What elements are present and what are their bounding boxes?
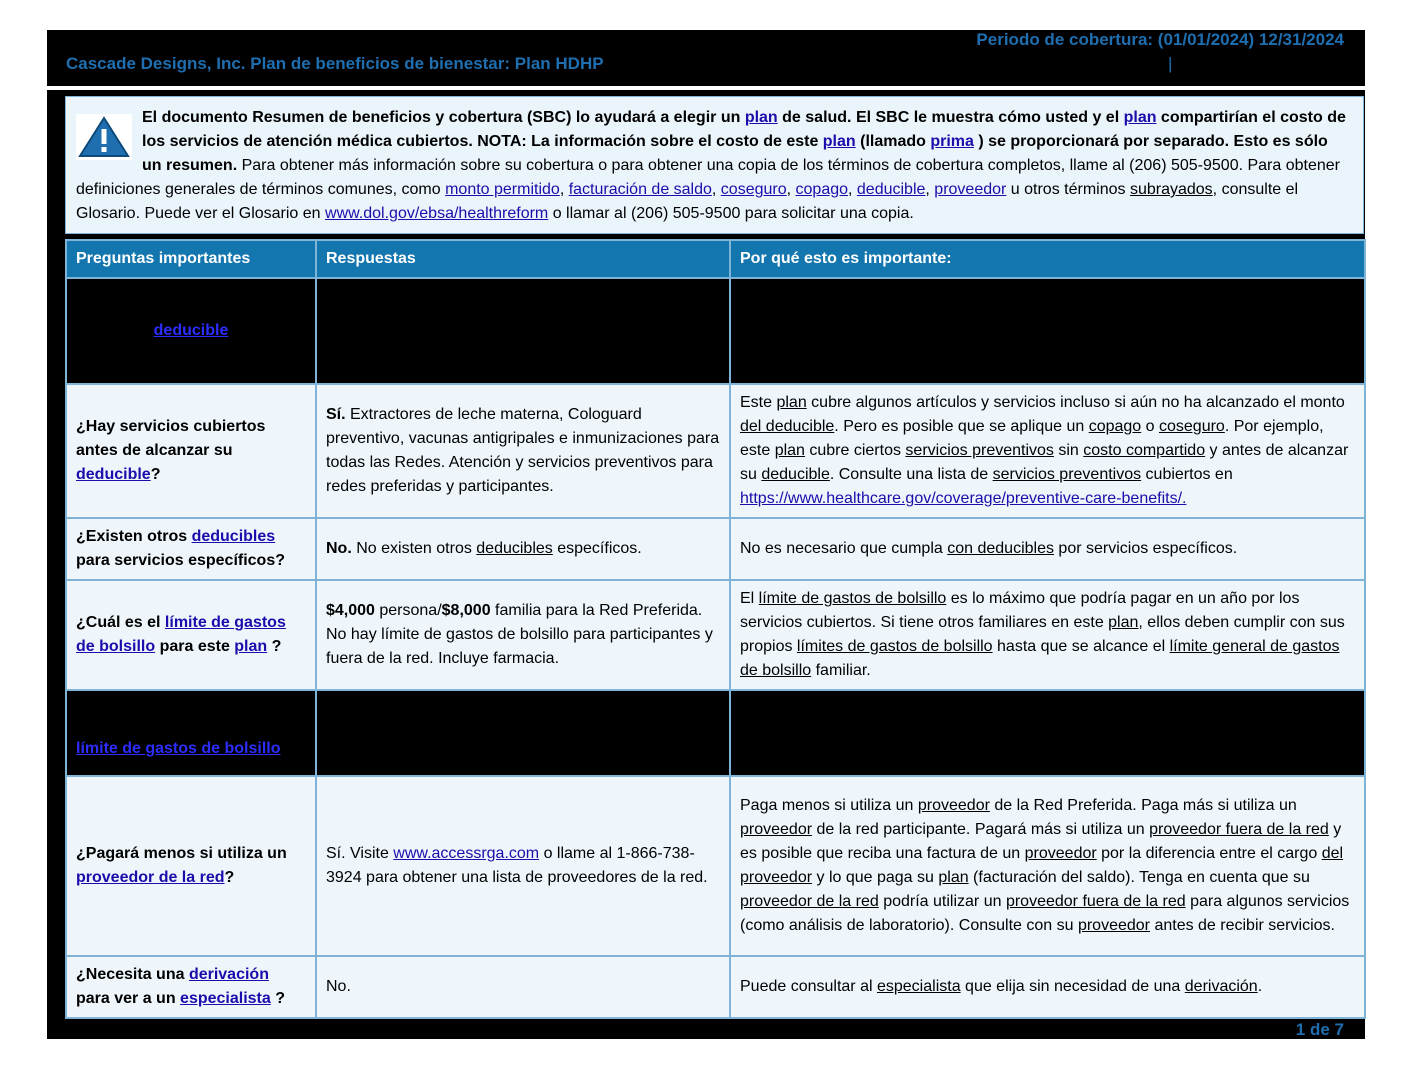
why-cell — [730, 956, 1365, 1018]
coverage-period: Periodo de cobertura: (01/01/2024) 12/31/2024 — [976, 30, 1344, 49]
why-text: antes de recibir servicios. — [1150, 917, 1335, 934]
redacted-why-cell — [730, 278, 1365, 384]
why-text: . Por ejemplo, este — [740, 418, 1324, 459]
table-row — [66, 580, 1365, 690]
term: límite de gastos de bolsillo — [758, 590, 947, 607]
answer-bold: $8,000 — [441, 602, 491, 619]
redacted-question-cell — [66, 278, 316, 384]
table-row — [66, 518, 1365, 580]
benefits-table — [65, 239, 1366, 1019]
term: proveedor — [1077, 917, 1150, 934]
accessrga-link[interactable]: www.accessrga.com — [393, 845, 540, 862]
why-text: de la red participante. Pagará más si utiliza un — [812, 821, 1150, 838]
why-text: Puede consultar al — [740, 978, 877, 995]
why-text: (facturación del saldo). Tenga en cuenta que su — [968, 869, 1310, 886]
question-cell — [66, 518, 316, 580]
preventive-care-url-link[interactable]: https://www.healthcare.gov/coverage/preventive-care-benefits/. — [740, 490, 1187, 507]
question-text: ? — [224, 869, 235, 886]
prima-link[interactable]: prima — [930, 133, 974, 150]
intro-text-1c: compartirían el costo de los servicios de atención médica cubiertos. NOTA: La información sobre el costo de este — [142, 109, 1346, 150]
question-text: ¿Pagará menos si utiliza un — [76, 845, 287, 862]
term: proveedor fuera de la red — [1149, 821, 1329, 838]
why-text: y es posible que reciba una factura de un — [740, 821, 1342, 862]
redacted-answer-cell — [316, 278, 730, 384]
term: plan — [1108, 614, 1139, 631]
why-text: es lo máximo que podría pagar en un año por los servicios cubiertos. Si tiene otros familiares en este — [740, 590, 1300, 631]
question-text: para ver a un — [76, 990, 181, 1007]
plan-link[interactable]: plan — [744, 109, 778, 126]
term: servicios preventivos — [905, 442, 1054, 459]
why-text: . — [1257, 978, 1263, 995]
term: límite general de gastos de bolsillo — [740, 638, 1340, 679]
term: del proveedor — [740, 845, 1344, 886]
why-text: . Pero es posible que se aplique un — [834, 418, 1089, 435]
question-text: ¿Cuál es el — [76, 614, 165, 631]
question-text: ¿Hay servicios cubiertos antes de alcanzar su — [76, 418, 266, 459]
term: proveedor — [740, 821, 813, 838]
answer-bold: $4,000 — [326, 602, 375, 619]
term: proveedor de la red — [740, 893, 879, 910]
why-text: que elija sin necesidad de una — [960, 978, 1185, 995]
question-text: ¿Existen otros — [76, 528, 192, 545]
intro-text-2c: , consulte el Glosario. Puede ver el Glosario en — [76, 181, 1299, 222]
subrayados-term: subrayados — [1129, 181, 1213, 198]
why-text: para algunos servicios (como análisis de laboratorio). Consulte con su — [740, 893, 1350, 934]
oop-limit-link[interactable]: límite de gastos de bolsillo — [76, 740, 281, 757]
network-provider-link[interactable]: proveedor de la red — [76, 869, 225, 886]
proveedor-link[interactable]: proveedor — [934, 181, 1007, 198]
intro-text-1b: de salud. El SBC le muestra cómo usted y el — [777, 109, 1124, 126]
answer-cell — [316, 384, 730, 518]
question-cell — [66, 776, 316, 956]
col-header-questions: Preguntas importantes — [66, 240, 316, 278]
why-text: de la Red Preferida. Paga más si utiliza un — [989, 797, 1297, 814]
page-number: 1 de 7 — [1295, 1020, 1344, 1039]
comma: , — [711, 181, 721, 198]
glossary-url-link[interactable]: www.dol.gov/ebsa/healthreform — [325, 205, 549, 222]
redacted-question-cell — [66, 690, 316, 776]
term: derivación — [1184, 978, 1258, 995]
answer-text: Extractores de leche materna, Cologuard preventivo, vacunas antigripales e inmunizaciones para todas las Redes. Atención y servicios preventivos para redes preferidas y participantes. — [326, 406, 720, 495]
question-text: ¿Necesita una — [76, 966, 189, 983]
plan-link[interactable]: plan — [234, 638, 268, 655]
why-text: sin — [1053, 442, 1084, 459]
term: proveedor fuera de la red — [1005, 893, 1186, 910]
question-cell — [66, 956, 316, 1018]
term: con deducibles — [947, 540, 1054, 557]
question-cell — [66, 580, 316, 690]
plan-title: Cascade Designs, Inc. Plan de beneficios de bienestar: Plan HDHP — [66, 54, 604, 73]
answer-text: No existen otros — [351, 540, 477, 557]
intro-text-1d: (llamado — [855, 133, 931, 150]
question-cell — [66, 384, 316, 518]
answer-text: específicos. — [552, 540, 642, 557]
intro-text-2b: u otros términos — [1006, 181, 1130, 198]
why-text: No es necesario que cumpla — [740, 540, 948, 557]
comma: , — [786, 181, 796, 198]
redacted-why-cell — [730, 690, 1365, 776]
why-text: . Consulte una lista de — [829, 466, 993, 483]
table-row — [66, 278, 1365, 384]
comma: , — [925, 181, 935, 198]
why-text: y antes de alcanzar su — [740, 442, 1349, 483]
answer-bold: Sí. — [326, 406, 346, 423]
answer-text: persona/ — [374, 602, 442, 619]
redacted-answer-cell — [316, 690, 730, 776]
question-text: ? — [150, 466, 161, 483]
table-row — [66, 956, 1365, 1018]
term: plan — [776, 394, 807, 411]
table-row — [66, 384, 1365, 518]
why-text: Paga menos si utiliza un — [740, 797, 918, 814]
term: proveedor — [917, 797, 990, 814]
why-text: Este — [740, 394, 777, 411]
why-cell — [730, 776, 1365, 956]
why-cell — [730, 384, 1365, 518]
intro-text-2a: Para obtener más información sobre su cobertura o para obtener una copia de los términos de cobertura completos, llame al (206) 505-9500. Para obtener definiciones generales de términos comunes, como — [76, 157, 1340, 198]
term: costo compartido — [1083, 442, 1206, 459]
comma: , — [848, 181, 857, 198]
term: deducibles — [476, 540, 553, 557]
col-header-why: Por qué esto es importante: — [730, 240, 1365, 278]
why-text: , ellos deben cumplir con sus propios — [740, 614, 1345, 655]
plan-link[interactable]: plan — [1123, 109, 1157, 126]
why-text: familiar. — [811, 662, 871, 679]
plan-link[interactable]: plan — [822, 133, 856, 150]
answer-text: Sí. Visite — [326, 845, 394, 862]
header-rule — [47, 86, 1365, 90]
question-text: ? — [270, 990, 285, 1007]
answer-bold: No. — [326, 540, 352, 557]
answer-cell — [316, 518, 730, 580]
intro-box — [65, 96, 1364, 234]
col-header-answers: Respuestas — [316, 240, 730, 278]
answer-text: No. — [326, 978, 351, 995]
warning-icon — [76, 114, 132, 160]
answer-cell — [316, 580, 730, 690]
why-text: o — [1141, 418, 1159, 435]
table-row — [66, 690, 1365, 776]
term: del deducible — [740, 418, 835, 435]
header-separator: | — [1168, 54, 1173, 73]
why-cell — [730, 518, 1365, 580]
comma: , — [559, 181, 569, 198]
answer-text: familia para la Red Preferida. No hay límite de gastos de bolsillo para participantes y fuera de la red. Incluye farmacia. — [326, 602, 713, 667]
why-text: hasta que se alcance el — [992, 638, 1170, 655]
coseguro-link[interactable]: coseguro — [720, 181, 787, 198]
answer-cell — [316, 776, 730, 956]
deducible-link[interactable]: deducible — [153, 322, 229, 339]
monto-permitido-link[interactable]: monto permitido — [445, 181, 560, 198]
term: límites de gastos de bolsillo — [796, 638, 993, 655]
why-text: por servicios específicos. — [1053, 540, 1238, 557]
why-text: El — [740, 590, 759, 607]
term: deducible — [761, 466, 830, 483]
deducible-link[interactable]: deducible — [856, 181, 926, 198]
deducibles-link[interactable]: deducibles — [191, 528, 276, 545]
oop-limit-link[interactable]: límite de gastos de bolsillo — [76, 614, 286, 655]
copago-link[interactable]: copago — [795, 181, 849, 198]
especialista-link[interactable]: especialista — [180, 990, 271, 1007]
deducible-link[interactable]: deducible — [76, 466, 151, 483]
term: servicios preventivos — [992, 466, 1142, 483]
why-text: cubre ciertos — [804, 442, 906, 459]
why-text: por la diferencia entre el cargo — [1096, 845, 1322, 862]
answer-text: o llame al 1-866-738-3924 para obtener una lista de proveedores de la red. — [326, 845, 708, 886]
derivacion-link[interactable]: derivación — [188, 966, 269, 983]
why-text: y lo que paga su — [812, 869, 939, 886]
question-text: para servicios específicos? — [76, 552, 285, 569]
why-text: cubiertos en — [1141, 466, 1233, 483]
why-text: podría utilizar un — [878, 893, 1006, 910]
why-cell — [730, 580, 1365, 690]
intro-text-2d: o llamar al (206) 505-9500 para solicitar una copia. — [548, 205, 914, 222]
answer-cell — [316, 956, 730, 1018]
term: especialista — [876, 978, 961, 995]
term: plan — [774, 442, 805, 459]
term: proveedor — [1024, 845, 1097, 862]
table-row — [66, 776, 1365, 956]
intro-text-1e: ) se proporcionará por separado. Esto es sólo un resumen. — [142, 133, 1328, 174]
table-header-row — [66, 240, 1365, 278]
facturacion-link[interactable]: facturación de saldo — [568, 181, 712, 198]
intro-text-1a: El documento Resumen de beneficios y cobertura (SBC) lo ayudará a elegir un — [142, 109, 745, 126]
term: copago — [1088, 418, 1142, 435]
term: coseguro — [1159, 418, 1225, 435]
question-text: ? — [267, 638, 282, 655]
why-text: cubre algunos artículos y servicios incluso si aún no ha alcanzado el monto — [806, 394, 1345, 411]
question-text: para este — [155, 638, 235, 655]
term: plan — [938, 869, 969, 886]
